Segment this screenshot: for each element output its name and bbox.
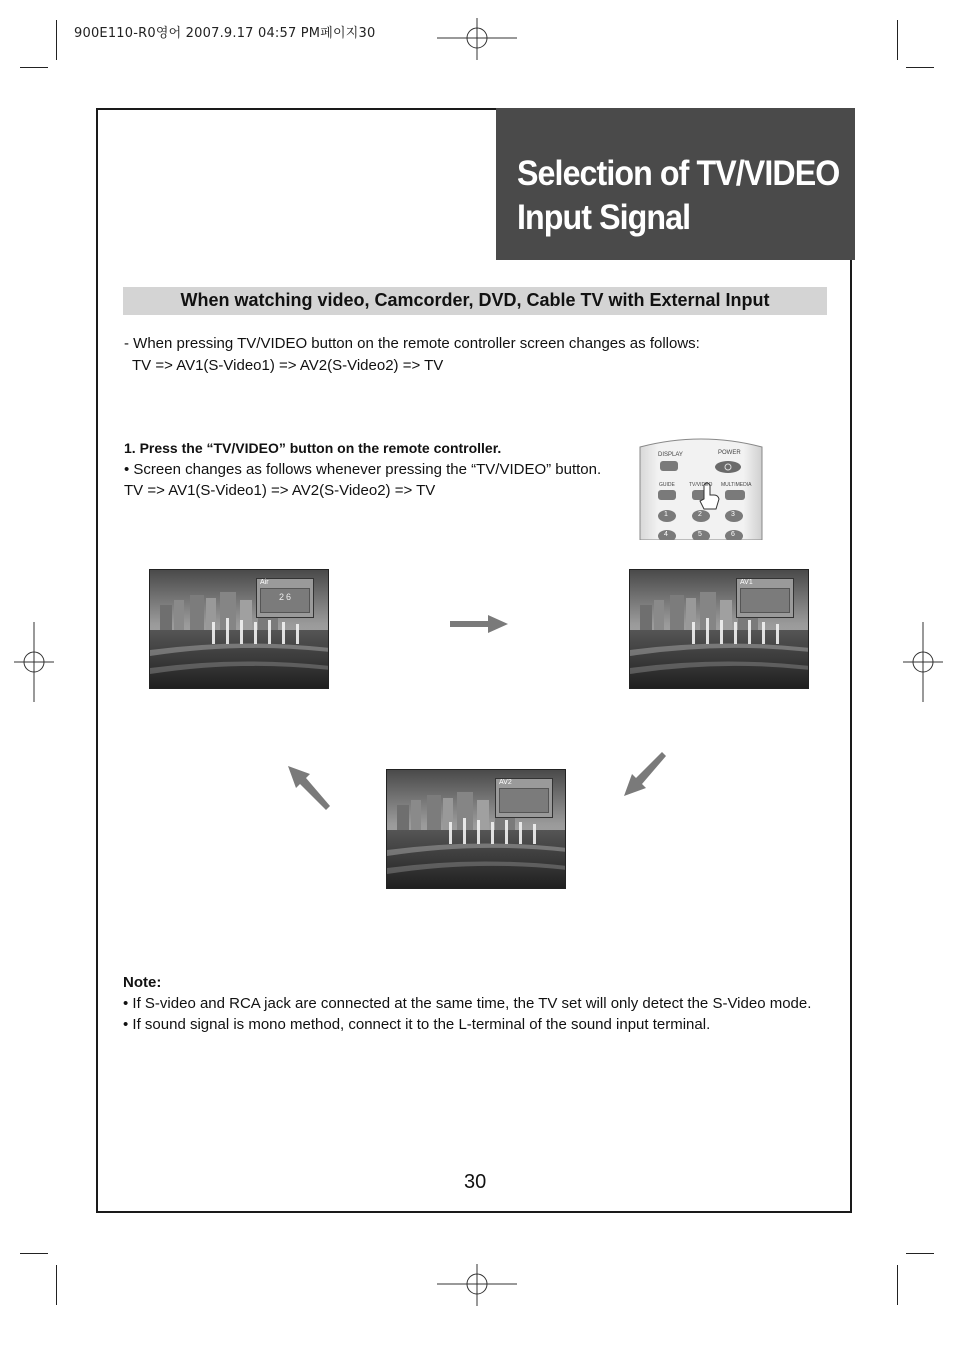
osd-panel-av2 <box>495 778 553 818</box>
screen-av2 <box>386 769 566 889</box>
registration-mark-top <box>437 18 517 60</box>
remote-multimedia-label: MULTIMEDIA <box>721 482 752 488</box>
osd-inner-panel <box>740 588 790 613</box>
step-1-bullet: • Screen changes as follows whenever pressing the “TV/VIDEO” button. <box>124 461 602 478</box>
arrow-right-icon <box>448 612 512 636</box>
crop-mark <box>906 67 934 68</box>
remote-key-2: 2 <box>698 511 702 518</box>
remote-key-1: 1 <box>664 511 668 518</box>
remote-display-label: DISPLAY <box>658 452 683 458</box>
crop-mark <box>897 1265 898 1305</box>
remote-body <box>638 437 764 540</box>
osd-inner-panel <box>499 788 549 813</box>
registration-mark-bottom <box>437 1264 517 1306</box>
screen-tv <box>149 569 329 689</box>
remote-guide-label: GUIDE <box>659 482 675 488</box>
crop-mark <box>56 20 57 60</box>
crop-mark <box>897 20 898 60</box>
arrow-down-left-icon <box>620 750 670 800</box>
remote-tv-video-label: TV/VIDEO <box>689 482 713 488</box>
page-title-line-1: Selection of TV/VIDEO <box>517 154 840 193</box>
remote-key-4: 4 <box>664 531 668 538</box>
remote-control-illustration <box>638 437 764 540</box>
page-number: 30 <box>464 1171 487 1193</box>
step-1-heading: 1. Press the “TV/VIDEO” button on the remote controller. <box>124 440 502 456</box>
remote-key-3: 3 <box>731 511 735 518</box>
page-title <box>517 152 839 240</box>
crop-mark <box>906 1253 934 1254</box>
osd-source-label: Air <box>260 579 269 586</box>
osd-channel-number: 26 <box>260 588 310 613</box>
page-title-line-2: Input Signal <box>517 198 691 237</box>
registration-mark-left <box>14 622 54 702</box>
registration-mark-right <box>903 622 943 702</box>
note-item-1: • If S-video and RCA jack are connected at the same time, the TV set will only detect the S-Video mode. <box>123 995 812 1012</box>
intro-line-2: TV => AV1(S-Video1) => AV2(S-Video2) => TV <box>132 357 444 374</box>
note-heading: Note: <box>123 974 162 991</box>
section-heading: When watching video, Camcorder, DVD, Cable TV with External Input <box>180 290 770 310</box>
crop-mark <box>56 1265 57 1305</box>
remote-key-5: 5 <box>698 531 702 538</box>
step-1 <box>124 438 601 501</box>
crop-mark <box>20 67 48 68</box>
osd-panel-av1 <box>736 578 794 618</box>
note-section <box>123 972 811 1035</box>
step-1-sequence: TV => AV1(S-Video1) => AV2(S-Video2) => TV <box>124 482 436 499</box>
note-item-2: • If sound signal is mono method, connect it to the L-terminal of the sound input terminal. <box>123 1016 711 1033</box>
intro-text <box>124 333 700 377</box>
osd-source-label: AV2 <box>499 779 512 786</box>
remote-key-6: 6 <box>731 531 735 538</box>
osd-source-label: AV1 <box>740 579 753 586</box>
arrow-up-left-icon <box>284 762 334 812</box>
screen-av1 <box>629 569 809 689</box>
intro-line-1: - When pressing TV/VIDEO button on the remote controller screen changes as follows: <box>124 335 700 352</box>
remote-power-label: POWER <box>718 450 741 456</box>
osd-panel-tv <box>256 578 314 618</box>
print-header: 900E110-R0영어 2007.9.17 04:57 PM페이지30 <box>74 26 376 41</box>
crop-mark <box>20 1253 48 1254</box>
